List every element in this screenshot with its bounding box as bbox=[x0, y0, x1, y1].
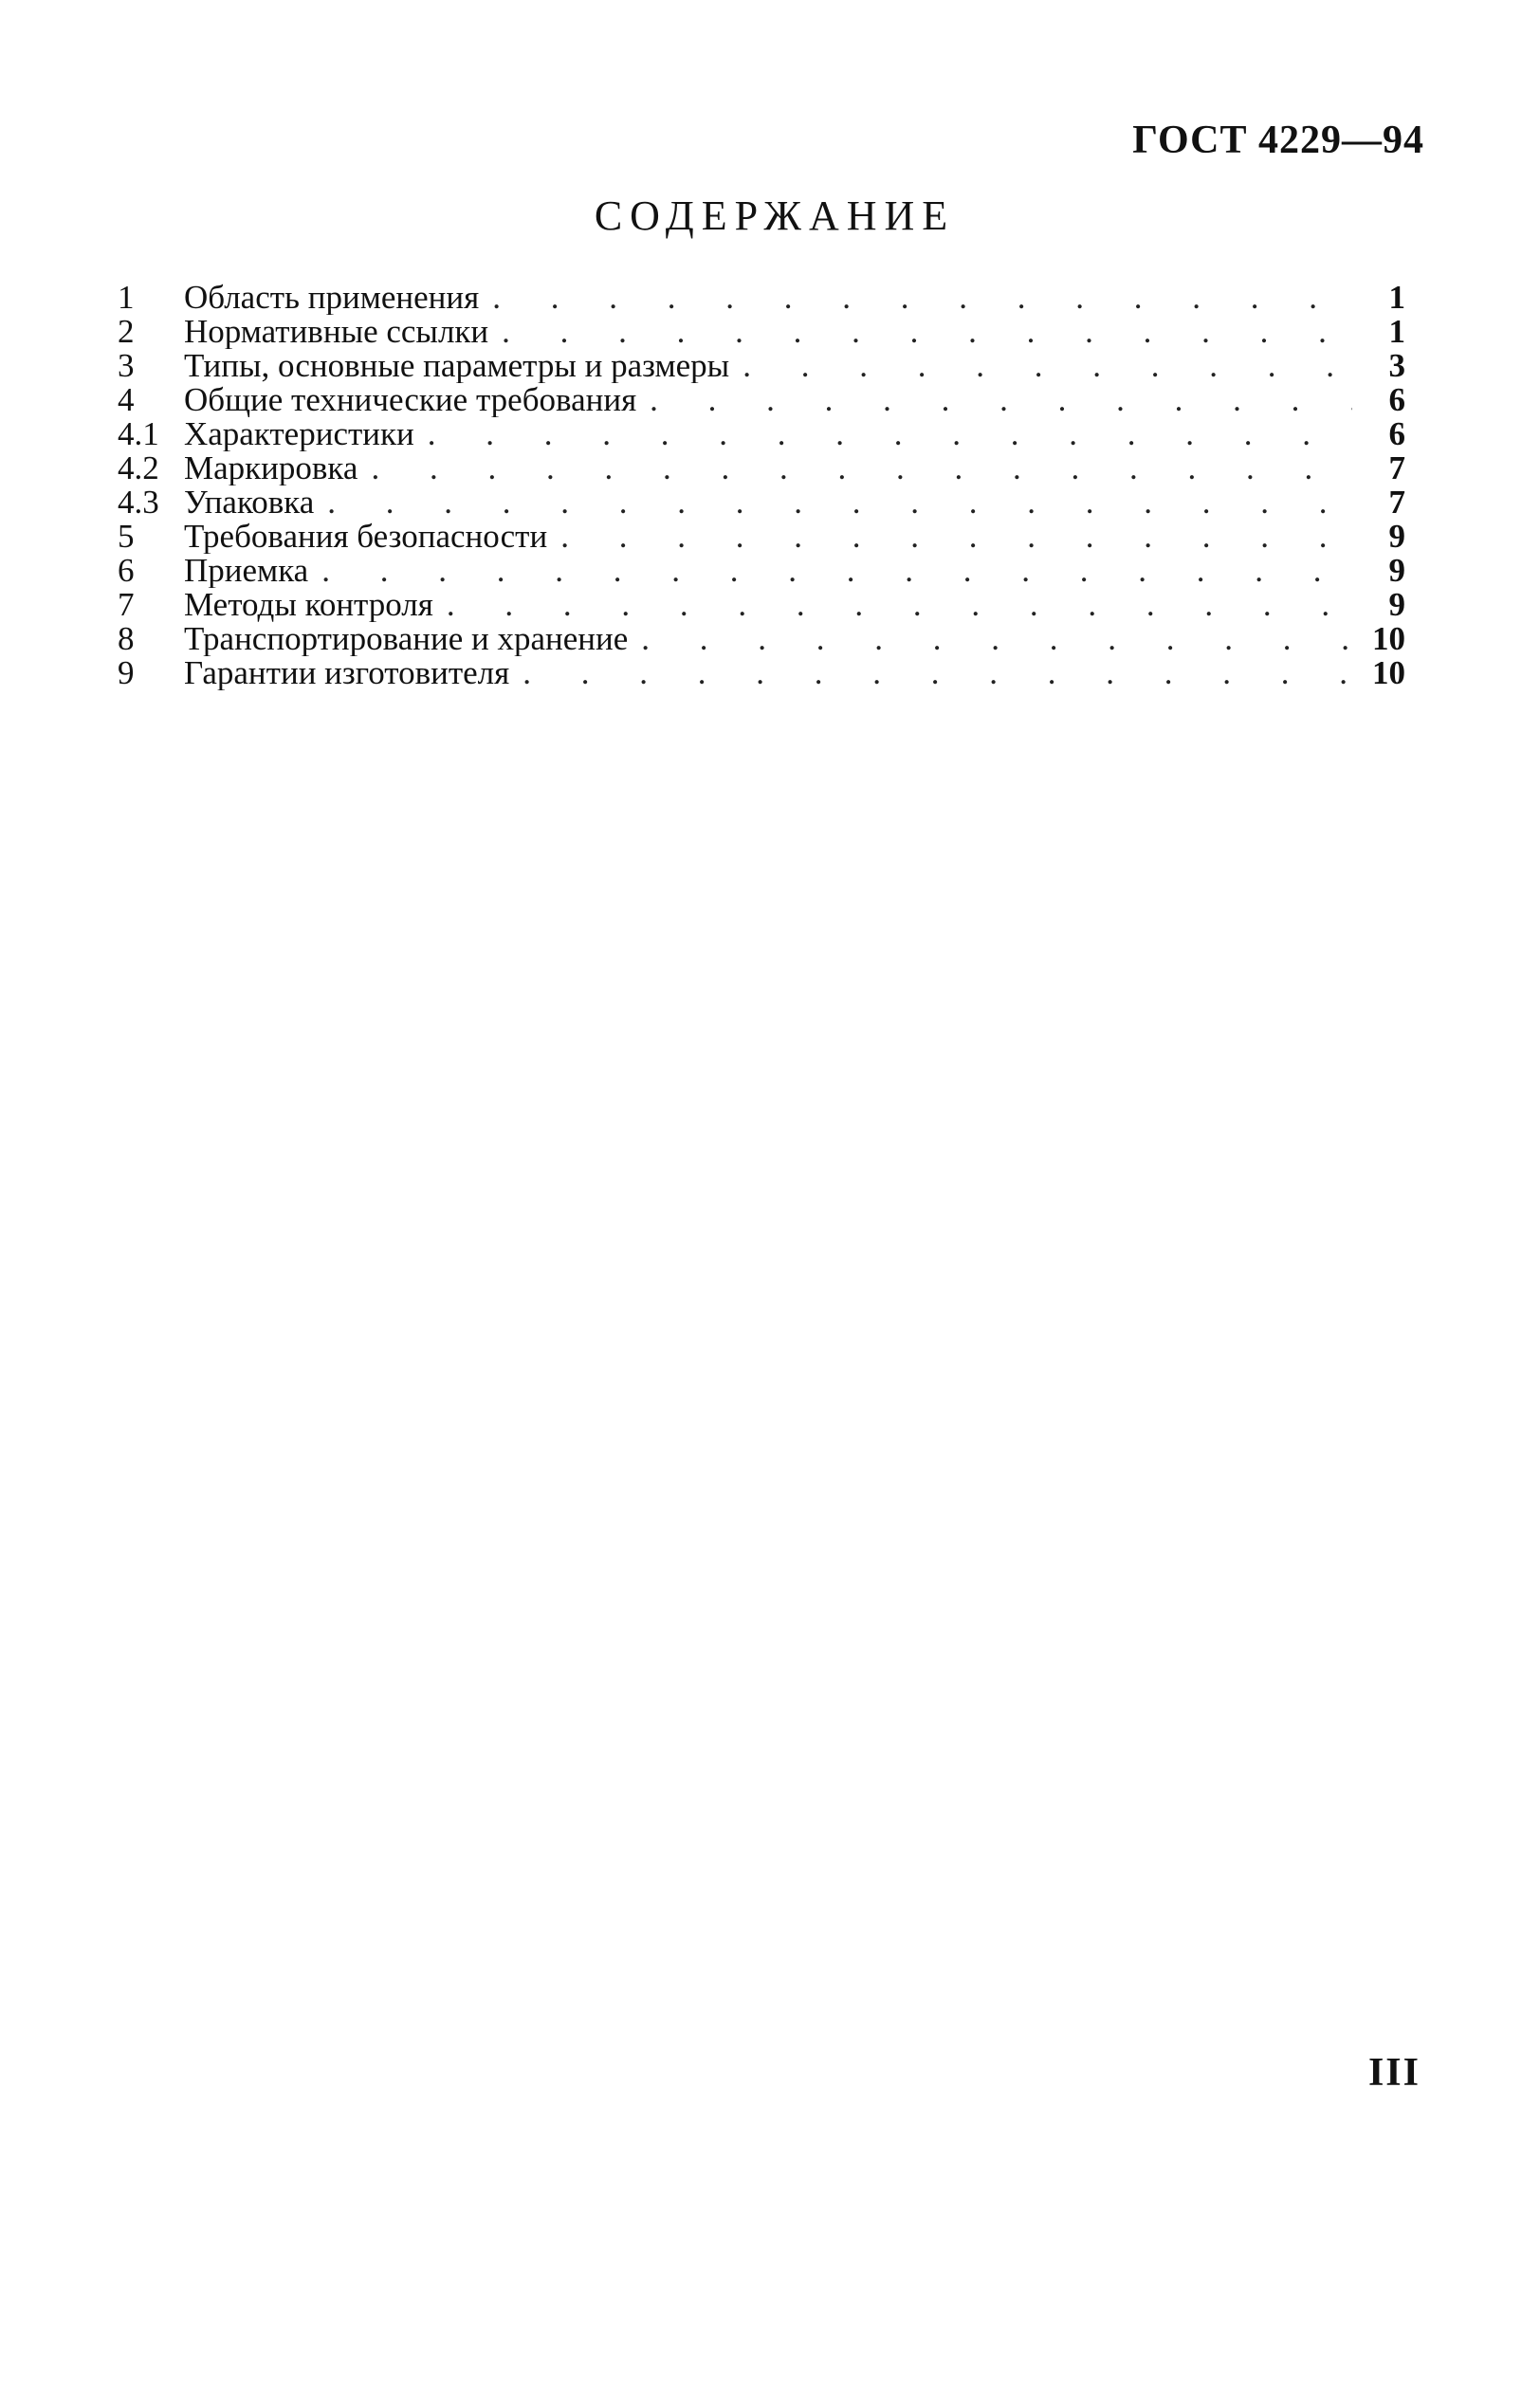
toc-dot-leader bbox=[371, 451, 1352, 485]
toc-item-number: 7 bbox=[118, 588, 135, 622]
toc-dot-leader bbox=[742, 349, 1352, 383]
toc-item-title: Приемка bbox=[184, 554, 321, 588]
toc-item-number: 5 bbox=[118, 520, 135, 554]
toc-item-number: 8 bbox=[118, 622, 135, 656]
toc-item-title: Нормативные ссылки bbox=[184, 315, 502, 349]
toc-item-number: 6 bbox=[118, 554, 135, 588]
toc-item-page: 1 bbox=[1352, 281, 1405, 315]
toc-item-5 bbox=[118, 520, 1405, 554]
toc-item-4 bbox=[118, 383, 1405, 417]
toc-title: СОДЕРЖАНИЕ bbox=[594, 192, 956, 239]
toc-item-4-3 bbox=[118, 485, 1405, 520]
toc-item-page: 6 bbox=[1352, 383, 1405, 417]
page-number: III bbox=[1367, 2051, 1421, 2095]
toc-item-9 bbox=[118, 656, 1405, 690]
toc-item-2 bbox=[118, 315, 1405, 349]
toc-item-title: Требования безопасности bbox=[184, 520, 560, 554]
toc-item-title: Транспортирование и хранение bbox=[184, 622, 641, 656]
toc-item-page: 10 bbox=[1352, 622, 1405, 656]
toc-item-title: Типы, основные параметры и размеры bbox=[184, 349, 742, 383]
toc-item-title: Область применения bbox=[184, 281, 492, 315]
toc-item-page: 1 bbox=[1352, 315, 1405, 349]
toc-dot-leader bbox=[522, 656, 1352, 690]
toc-item-page: 7 bbox=[1352, 485, 1405, 520]
toc-dot-leader bbox=[492, 281, 1352, 315]
toc-item-title: Характеристики bbox=[184, 417, 428, 451]
toc-item-number: 4.3 bbox=[118, 485, 159, 520]
toc-item-3 bbox=[118, 349, 1405, 383]
toc-item-4-1 bbox=[118, 417, 1405, 451]
toc-item-number: 1 bbox=[118, 281, 135, 315]
toc-item-page: 3 bbox=[1352, 349, 1405, 383]
toc-item-number: 4.1 bbox=[118, 417, 159, 451]
toc-dot-leader bbox=[428, 417, 1352, 451]
toc-item-6 bbox=[118, 554, 1405, 588]
toc-item-number: 2 bbox=[118, 315, 135, 349]
toc-item-page: 9 bbox=[1352, 520, 1405, 554]
standard-code: ГОСТ 4229—94 bbox=[1132, 119, 1424, 162]
toc-item-page: 6 bbox=[1352, 417, 1405, 451]
toc-dot-leader bbox=[321, 554, 1352, 588]
toc-dot-leader bbox=[447, 588, 1352, 622]
toc-item-title: Методы контроля bbox=[184, 588, 447, 622]
toc-item-title: Упаковка bbox=[184, 485, 327, 520]
toc-item-page: 7 bbox=[1352, 451, 1405, 485]
toc-item-number: 9 bbox=[118, 656, 135, 690]
toc-dot-leader bbox=[502, 315, 1352, 349]
toc-item-page: 9 bbox=[1352, 588, 1405, 622]
toc-item-number: 4.2 bbox=[118, 451, 159, 485]
toc-dot-leader bbox=[650, 383, 1352, 417]
toc-item-4-2 bbox=[118, 451, 1405, 485]
toc-item-1 bbox=[118, 281, 1405, 315]
toc-item-title: Гарантии изготовителя bbox=[184, 656, 522, 690]
toc-item-8 bbox=[118, 622, 1405, 656]
toc-item-page: 10 bbox=[1352, 656, 1405, 690]
toc-dot-leader bbox=[641, 622, 1352, 656]
toc-dot-leader bbox=[327, 485, 1352, 520]
table-of-contents bbox=[118, 281, 1405, 690]
toc-item-7 bbox=[118, 588, 1405, 622]
toc-item-number: 4 bbox=[118, 383, 135, 417]
toc-item-number: 3 bbox=[118, 349, 135, 383]
toc-dot-leader bbox=[560, 520, 1352, 554]
toc-item-page: 9 bbox=[1352, 554, 1405, 588]
toc-item-title: Маркировка bbox=[184, 451, 371, 485]
toc-item-title: Общие технические требования bbox=[184, 383, 650, 417]
